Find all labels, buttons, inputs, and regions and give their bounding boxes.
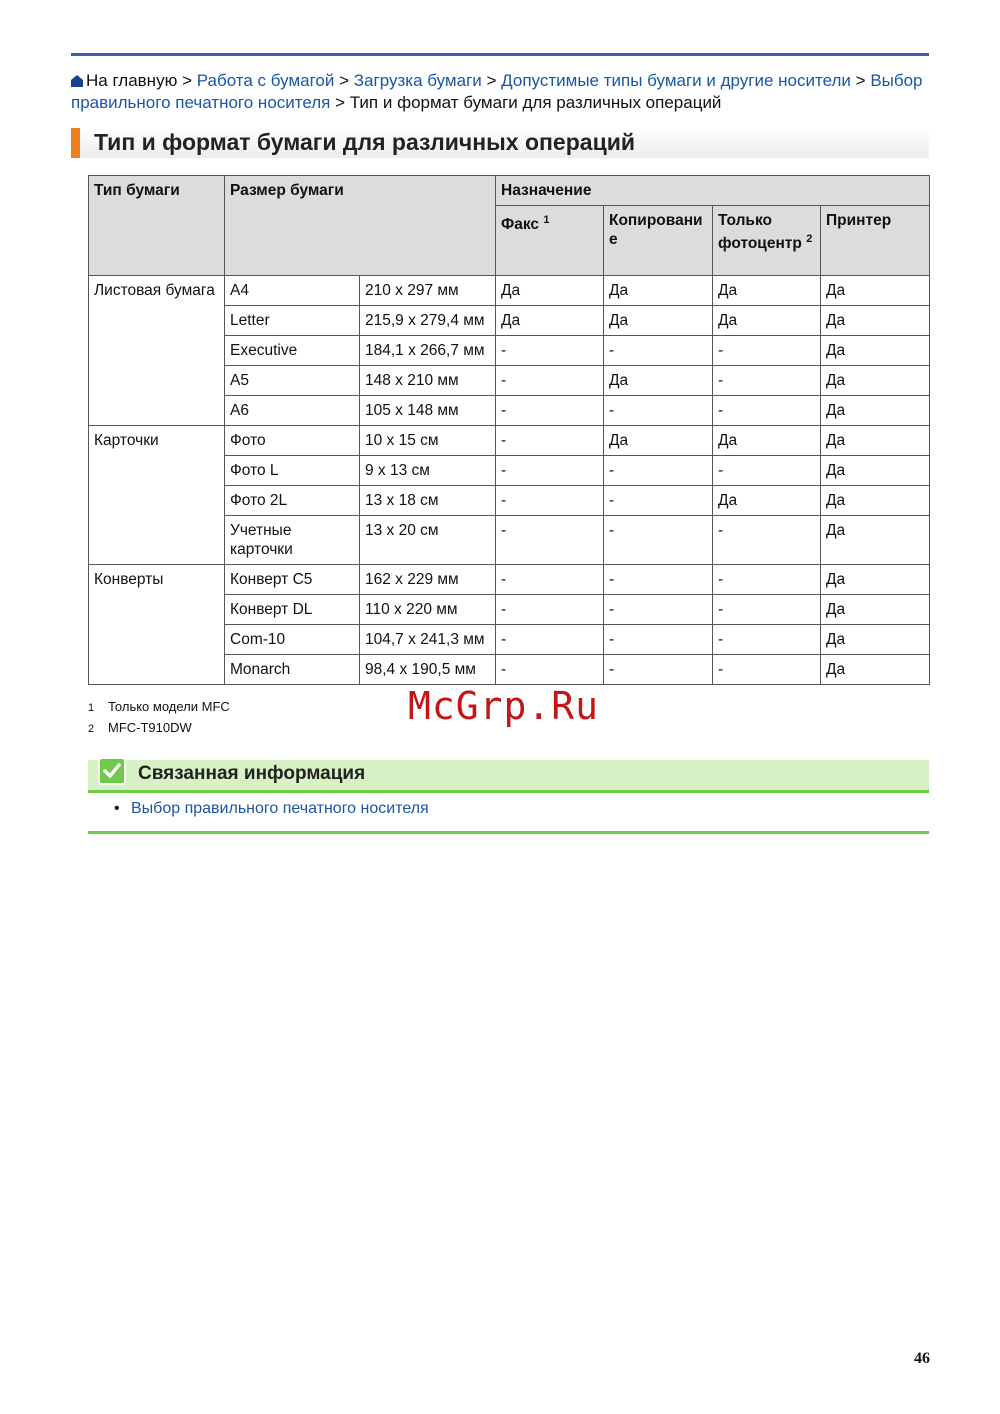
table-row: A5 148 x 210 мм - Да - Да (89, 366, 930, 396)
related-list (114, 800, 429, 818)
page-title-bar (71, 128, 929, 158)
bottom-rule (88, 831, 929, 834)
page-title: Тип и формат бумаги для различных операций (94, 129, 635, 155)
table-row: Конверты Конверт C5 162 x 229 мм - - - Да (89, 565, 930, 595)
header-purpose: Назначение (496, 176, 930, 206)
table-row: Executive 184,1 x 266,7 мм - - - Да (89, 336, 930, 366)
table-row: Фото 2L 13 x 18 см - - Да Да (89, 486, 930, 516)
breadcrumb-link-paper[interactable]: Работа с бумагой (196, 71, 335, 90)
table-row: A6 105 x 148 мм - - - Да (89, 396, 930, 426)
footnotes (88, 698, 230, 740)
table-row: Com-10 104,7 x 241,3 мм - - - Да (89, 625, 930, 655)
table-row: Monarch 98,4 x 190,5 мм - - - Да (89, 655, 930, 685)
table-row: Конверт DL 110 x 220 мм - - - Да (89, 595, 930, 625)
breadcrumb-current: Тип и формат бумаги для различных операций (349, 92, 722, 112)
header-paper-type: Тип бумаги (89, 176, 225, 276)
table-row: Листовая бумага A4 210 x 297 мм Да Да Да Да (89, 276, 930, 306)
paper-table (88, 175, 930, 685)
breadcrumb-link-loading[interactable]: Загрузка бумаги (353, 71, 482, 90)
breadcrumb-home: На главную (86, 71, 178, 90)
header-paper-size: Размер бумаги (225, 176, 496, 276)
related-link-choose-media[interactable]: Выбор правильного печатного носителя (131, 800, 429, 817)
header-copy: Копировани е (604, 206, 713, 276)
table-row: Letter 215,9 x 279,4 мм Да Да Да Да (89, 306, 930, 336)
watermark: McGrp.Ru (408, 684, 600, 728)
footnote-2: 2 MFC-T910DW (88, 720, 192, 735)
table-row: Фото L 9 x 13 см - - - Да (89, 456, 930, 486)
page-number: 46 (914, 1350, 930, 1367)
home-icon[interactable] (71, 75, 83, 87)
table-row: Карточки Фото 10 x 15 см - Да Да Да (89, 426, 930, 456)
checkmark-icon (98, 757, 126, 785)
group-type: Листовая бумага (89, 276, 225, 426)
header-photo: Только фотоцентр $^2$ (713, 206, 821, 276)
breadcrumb: На главную > Работа с бумагой > Загрузка бумаги > Допустимые типы бумаги и другие носители > Выбор правильного печатного носителя > Тип и формат бумаги для различных операций (71, 71, 923, 112)
breadcrumb-link-choose[interactable]: Выбор правильного печатного носителя (71, 71, 923, 112)
top-rule (71, 53, 929, 56)
list-bullet: • (114, 800, 120, 817)
footnote-1: 1 Только модели MFC (88, 699, 230, 714)
breadcrumb-link-types[interactable]: Допустимые типы бумаги и другие носители (501, 71, 851, 90)
related-info-bar (88, 760, 929, 793)
group-type: Конверты (89, 565, 225, 685)
title-accent (71, 128, 80, 158)
related-info-title: Связанная информация (138, 763, 366, 784)
header-printer: Принтер (821, 206, 930, 276)
table-row: Учетные карточки 13 x 20 см - - - Да (89, 516, 930, 565)
group-type: Карточки (89, 426, 225, 565)
header-fax: Факс $^1$ (496, 206, 604, 276)
